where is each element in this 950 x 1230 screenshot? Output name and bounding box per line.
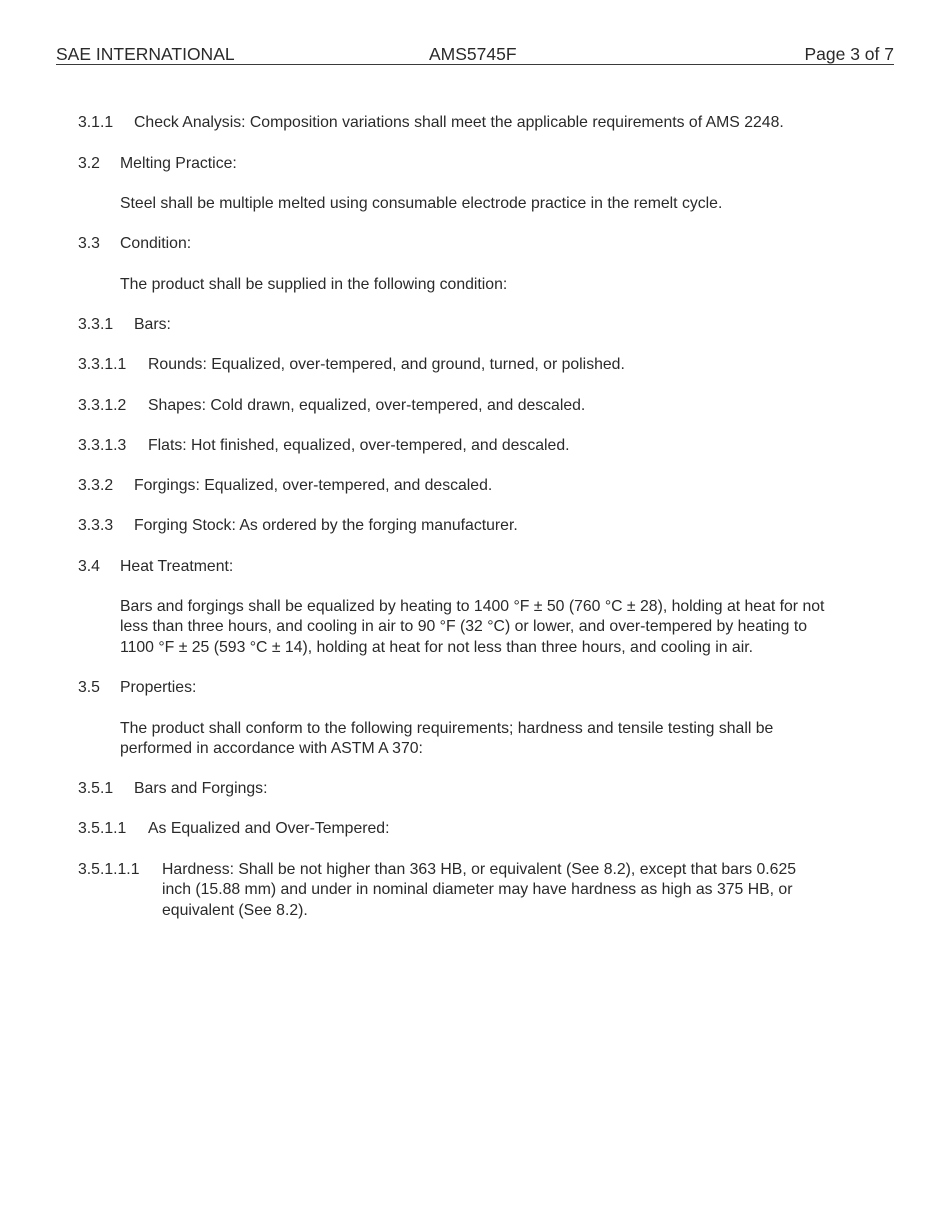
section-number: 3.5.1.1.1: [78, 861, 140, 878]
section-heading: Heat Treatment:: [120, 558, 234, 575]
section-number: 3.5.1: [78, 780, 114, 797]
body-line: Bars and forgings shall be equalized by heating to 1400 °F ± 50 (760 °C ± 28), holding at heat for not: [120, 598, 825, 615]
page-header: [56, 44, 894, 65]
section-heading: Condition:: [120, 235, 192, 252]
section-number: 3.3.2: [78, 477, 114, 494]
header-document-number: AMS5745F: [429, 44, 517, 64]
section-number: 3.3: [78, 235, 100, 252]
body-line: performed in accordance with ASTM A 370:: [120, 740, 423, 758]
section-number: 3.1.1: [78, 114, 114, 131]
section-number: 3.5: [78, 679, 100, 696]
text-line: equivalent (See 8.2).: [162, 901, 308, 919]
section-text: Check Analysis: Composition variations shall meet the applicable requirements of AMS 2248.: [134, 114, 784, 131]
section-number: 3.3.1.1: [78, 356, 127, 373]
section-text: Rounds: Equalized, over-tempered, and ground, turned, or polished.: [148, 356, 625, 373]
section-heading: Melting Practice:: [120, 155, 237, 172]
body-text: Steel shall be multiple melted using consumable electrode practice in the remelt cycle.: [120, 195, 723, 212]
body-line: less than three hours, and cooling in air to 90 °F (32 °C) or lower, and over-tempered by heating to: [120, 618, 808, 636]
section-text: Shapes: Cold drawn, equalized, over-tempered, and descaled.: [148, 397, 586, 414]
section-number: 3.3.1: [78, 316, 114, 333]
section-heading: Properties:: [120, 679, 197, 696]
section-number: 3.4: [78, 558, 100, 575]
text-line: inch (15.88 mm) and under in nominal diameter may have hardness as high as 375 HB, or: [162, 881, 793, 899]
body-line: The product shall conform to the following requirements; hardness and tensile testing shall be: [120, 720, 774, 737]
body-text: The product shall be supplied in the following condition:: [120, 276, 508, 293]
section-heading: Bars and Forgings:: [134, 780, 268, 797]
text-line: Hardness: Shall be not higher than 363 HB, or equivalent (See 8.2), except that bars 0.625: [162, 861, 797, 878]
section-number: 3.3.3: [78, 517, 114, 534]
section-number: 3.3.1.3: [78, 437, 127, 454]
section-3-4-body: [120, 597, 824, 658]
section-text: Forging Stock: As ordered by the forging manufacturer.: [134, 517, 518, 534]
header-organization: SAE INTERNATIONAL: [56, 44, 235, 64]
section-heading: As Equalized and Over-Tempered:: [148, 820, 390, 837]
section-number: 3.3.1.2: [78, 397, 127, 414]
section-number: 3.5.1.1: [78, 820, 127, 837]
section-3-5-body: [120, 719, 773, 760]
section-text: Flats: Hot finished, equalized, over-tempered, and descaled.: [148, 437, 570, 454]
section-text: Forgings: Equalized, over-tempered, and descaled.: [134, 477, 493, 494]
header-page-number: Page 3 of 7: [804, 44, 894, 64]
section-number: 3.2: [78, 155, 100, 172]
body-line: 1100 °F ± 25 (593 °C ± 14), holding at heat for not less than three hours, and cooling in air.: [120, 638, 753, 656]
section-text: [162, 860, 796, 921]
section-heading: Bars:: [134, 316, 171, 333]
